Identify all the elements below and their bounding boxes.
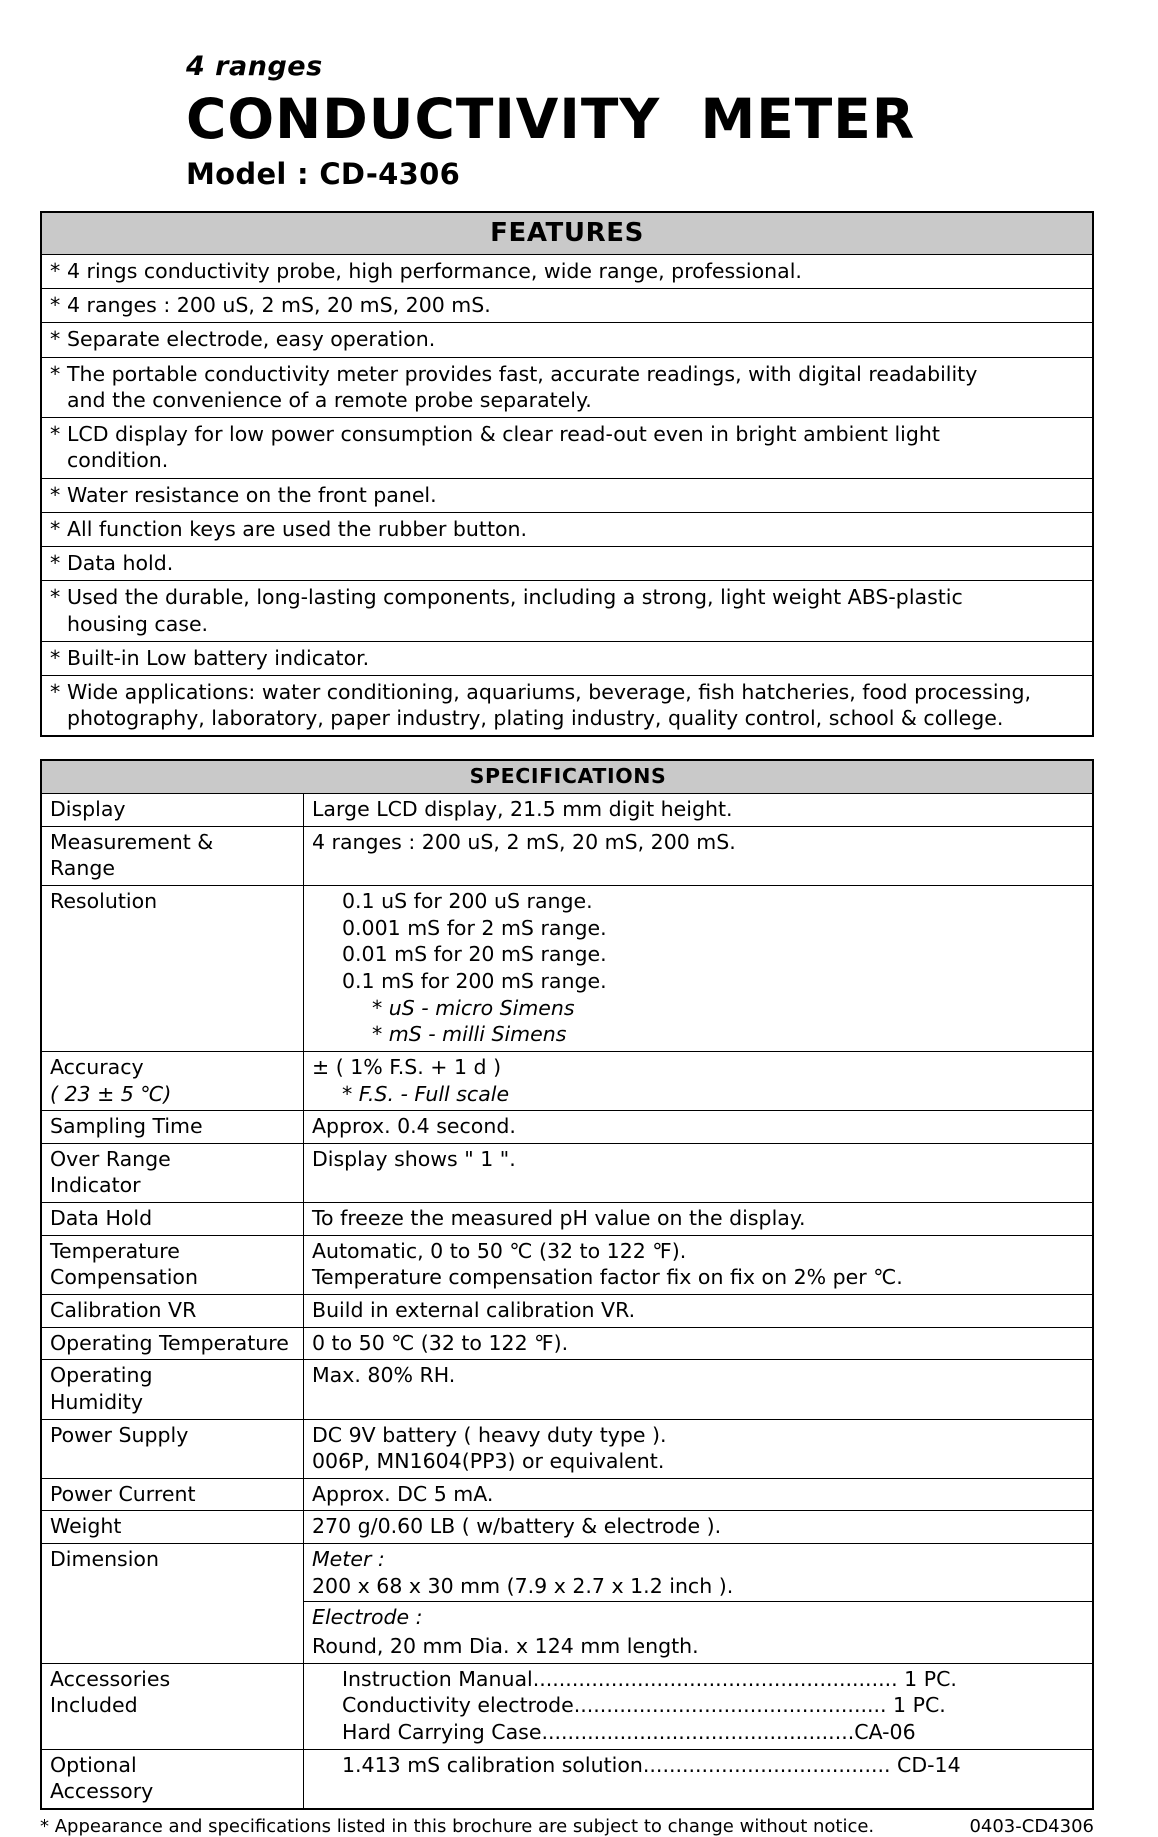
resolution-line: 0.001 mS for 2 mS range. — [342, 915, 607, 940]
spec-label: Power Supply — [41, 1419, 304, 1478]
spec-value: 0 to 50 ℃ (32 to 122 ℉). — [304, 1327, 1094, 1360]
feature-item — [41, 547, 1093, 581]
spec-label — [41, 1663, 304, 1749]
spec-label: Sampling Time — [41, 1111, 304, 1144]
spec-label: Display — [41, 794, 304, 827]
accuracy-note: * F.S. - Full scale — [342, 1081, 510, 1106]
feature-text-continued: condition. — [67, 448, 169, 473]
feature-text: 4 ranges : 200 uS, 2 mS, 20 mS, 200 mS. — [67, 293, 491, 318]
features-title: FEATURES — [41, 212, 1093, 255]
accessory-line: Hard Carrying Case................................................CA-06 — [342, 1719, 916, 1744]
spec-label — [41, 1749, 304, 1809]
footer-code: 0403-CD4306 — [969, 1815, 1094, 1837]
feature-item — [41, 323, 1093, 357]
spec-row — [41, 1478, 1093, 1511]
spec-label: Weight — [41, 1511, 304, 1544]
spec-value — [304, 1419, 1094, 1478]
power-line1: DC 9V battery ( heavy duty type ). — [312, 1422, 667, 1447]
page-title: CONDUCTIVITY METER — [186, 86, 916, 151]
spec-label-line2: Range — [50, 856, 115, 881]
spec-label-line2: ( 23 ± 5 ℃) — [50, 1081, 172, 1106]
tempcomp-line2: Temperature compensation factor fix on fix on 2% per ℃. — [312, 1265, 903, 1290]
feature-item — [41, 581, 1093, 641]
spec-row — [41, 1663, 1093, 1749]
spec-label — [41, 826, 304, 885]
bullet-star-icon: * — [50, 293, 61, 318]
spec-label: Resolution — [41, 886, 304, 1052]
dimension-electrode-value: Round, 20 mm Dia. x 124 mm length. — [312, 1634, 699, 1659]
spec-label: Calibration VR — [41, 1294, 304, 1327]
tempcomp-line1: Automatic, 0 to 50 ℃ (32 to 122 ℉). — [312, 1238, 687, 1263]
spec-row — [41, 826, 1093, 885]
feature-item — [41, 675, 1093, 736]
feature-text: Wide applications: water conditioning, aquariums, beverage, fish hatcheries, food processing, — [67, 679, 1032, 704]
spec-label — [41, 1051, 304, 1110]
bullet-star-icon: * — [50, 327, 61, 352]
spec-label — [41, 1235, 304, 1294]
spec-row — [41, 1294, 1093, 1327]
spec-label: Power Current — [41, 1478, 304, 1511]
spec-value: 4 ranges : 200 uS, 2 mS, 20 mS, 200 mS. — [304, 826, 1094, 885]
feature-item — [41, 357, 1093, 417]
spec-value: 270 g/0.60 LB ( w/battery & electrode ). — [304, 1511, 1094, 1544]
spec-value: Max. 80% RH. — [304, 1360, 1094, 1419]
spec-value — [304, 1051, 1094, 1110]
feature-text: The portable conductivity meter provides fast, accurate readings, with digital readability — [67, 361, 978, 386]
spec-label-line1: Accessories — [50, 1666, 171, 1691]
spec-label-line1: Optional — [50, 1752, 137, 1777]
feature-item — [41, 418, 1093, 478]
bullet-star-icon: * — [50, 422, 61, 447]
resolution-line: 0.1 mS for 200 mS range. — [342, 968, 607, 993]
header-eyebrow: 4 ranges — [186, 51, 323, 82]
accessory-line: Conductivity electrode................................................ 1 PC. — [342, 1693, 946, 1718]
dimension-electrode-label: Electrode : — [304, 1601, 1092, 1631]
feature-item — [41, 254, 1093, 288]
spec-label — [41, 1360, 304, 1419]
spec-row — [41, 1235, 1093, 1294]
power-line2: 006P, MN1604(PP3) or equivalent. — [312, 1449, 665, 1474]
page-header — [0, 0, 1158, 191]
accessory-line: Instruction Manual........................................................ 1 PC. — [342, 1666, 957, 1691]
feature-text: Data hold. — [67, 551, 174, 576]
bullet-star-icon: * — [50, 551, 61, 576]
feature-text-continued: photography, laboratory, paper industry, plating industry, quality control, school & college. — [67, 706, 1004, 731]
feature-item — [41, 641, 1093, 675]
spec-value: To freeze the measured pH value on the display. — [304, 1203, 1094, 1236]
spec-row — [41, 1327, 1093, 1360]
spec-value — [304, 886, 1094, 1052]
bullet-star-icon: * — [50, 516, 61, 541]
dimension-meter-value: 200 x 68 x 30 mm (7.9 x 2.7 x 1.2 inch ). — [312, 1573, 734, 1598]
feature-text: Separate electrode, easy operation. — [67, 327, 436, 352]
bullet-star-icon: * — [50, 258, 61, 283]
spec-label-line1: Operating — [50, 1363, 153, 1388]
spec-label-line1: Measurement & — [50, 829, 214, 854]
spec-row — [41, 1360, 1093, 1419]
feature-text-continued: housing case. — [67, 611, 209, 636]
feature-item — [41, 478, 1093, 512]
footer-note: * Appearance and specifications listed in this brochure are subject to change without notice. — [40, 1815, 875, 1837]
feature-item — [41, 289, 1093, 323]
spec-value — [304, 1235, 1094, 1294]
feature-item — [41, 512, 1093, 546]
spec-row — [41, 1143, 1093, 1202]
bullet-star-icon: * — [50, 482, 61, 507]
spec-value: Approx. DC 5 mA. — [304, 1478, 1094, 1511]
resolution-line: 0.01 mS for 20 mS range. — [342, 942, 607, 967]
feature-text-continued: and the convenience of a remote probe separately. — [67, 387, 592, 412]
specifications-section — [0, 759, 1158, 1809]
feature-text: 4 rings conductivity probe, high performance, wide range, professional. — [67, 258, 802, 283]
spec-label: Operating Temperature — [41, 1327, 304, 1360]
spec-row — [41, 1544, 1093, 1664]
spec-row — [41, 794, 1093, 827]
feature-text: LCD display for low power consumption & clear read-out even in bright ambient light — [67, 422, 940, 447]
accuracy-value: ± ( 1% F.S. + 1 d ) — [312, 1054, 502, 1079]
feature-text: All function keys are used the rubber button. — [67, 516, 528, 541]
dimension-meter-label: Meter : — [312, 1547, 385, 1572]
spec-value: Approx. 0.4 second. — [304, 1111, 1094, 1144]
feature-text: Built-in Low battery indicator. — [67, 645, 370, 670]
features-table — [40, 211, 1094, 738]
spec-label: Data Hold — [41, 1203, 304, 1236]
spec-label-line2: Compensation — [50, 1265, 198, 1290]
feature-text: Used the durable, long-lasting components, including a strong, light weight ABS-plastic — [67, 585, 963, 610]
optional-line: 1.413 mS calibration solution...................................... CD-14 — [342, 1752, 961, 1777]
spec-row — [41, 1419, 1093, 1478]
bullet-star-icon: * — [50, 361, 61, 386]
spec-value — [304, 1544, 1094, 1664]
page-footer — [40, 1816, 1094, 1837]
spec-label-line1: Over Range — [50, 1146, 171, 1171]
spec-label-line2: Humidity — [50, 1389, 143, 1414]
bullet-star-icon: * — [50, 679, 61, 704]
features-section — [0, 211, 1158, 738]
resolution-note: * uS - micro Simens — [372, 995, 575, 1020]
spec-row — [41, 1749, 1093, 1809]
feature-text: Water resistance on the front panel. — [67, 482, 437, 507]
specifications-table — [40, 759, 1094, 1809]
bullet-star-icon: * — [50, 645, 61, 670]
spec-value — [304, 1663, 1094, 1749]
spec-label-line1: Accuracy — [50, 1054, 144, 1079]
specifications-title: SPECIFICATIONS — [41, 760, 1093, 793]
resolution-line: 0.1 uS for 200 uS range. — [342, 889, 593, 914]
spec-label-line2: Indicator — [50, 1173, 141, 1198]
spec-row — [41, 1203, 1093, 1236]
spec-value — [304, 1749, 1094, 1809]
spec-row — [41, 886, 1093, 1052]
spec-label-line1: Temperature — [50, 1238, 180, 1263]
spec-label: Dimension — [41, 1544, 304, 1664]
spec-value: Large LCD display, 21.5 mm digit height. — [304, 794, 1094, 827]
spec-label — [41, 1143, 304, 1202]
model-number: Model : CD-4306 — [186, 156, 461, 191]
bullet-star-icon: * — [50, 585, 61, 610]
spec-label-line2: Accessory — [50, 1779, 154, 1804]
spec-label-line2: Included — [50, 1693, 138, 1718]
spec-value: Display shows " 1 ". — [304, 1143, 1094, 1202]
spec-value: Build in external calibration VR. — [304, 1294, 1094, 1327]
spec-row — [41, 1111, 1093, 1144]
spec-row — [41, 1051, 1093, 1110]
spec-row — [41, 1511, 1093, 1544]
resolution-note: * mS - milli Simens — [372, 1022, 567, 1047]
